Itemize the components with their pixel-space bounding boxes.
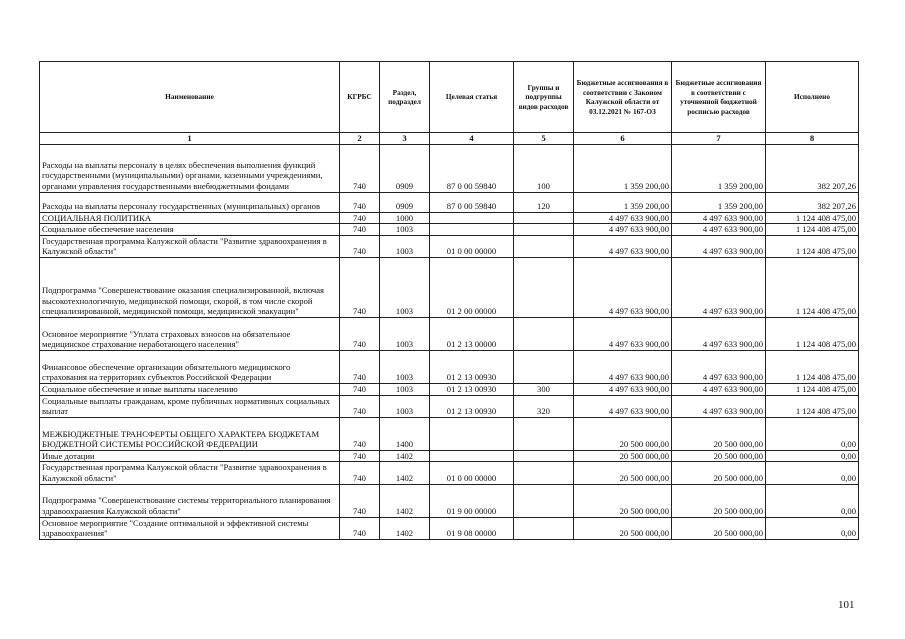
table-row [40, 235, 859, 257]
table-cell: 1003 [380, 350, 430, 383]
table-row [40, 317, 859, 350]
table-header [40, 62, 859, 145]
table-body [40, 144, 859, 539]
table-cell: 4 497 633 900,00 [574, 350, 672, 383]
table-cell: 382 207,26 [766, 144, 859, 192]
column-number-row [40, 133, 859, 145]
table-cell: 0,00 [766, 462, 859, 484]
column-header-1: Наименование [40, 62, 340, 133]
table-cell: 0,00 [766, 450, 859, 462]
table-cell: 1 124 408 475,00 [766, 350, 859, 383]
table-cell: 01 9 00 00000 [430, 484, 514, 517]
column-header-2: КГРБС [340, 62, 380, 133]
column-number-3: 3 [380, 133, 430, 145]
table-cell: 20 500 000,00 [672, 462, 766, 484]
table-cell: 1 124 408 475,00 [766, 395, 859, 417]
table-cell: 1402 [380, 517, 430, 539]
table-row [40, 383, 859, 395]
table-cell: 1 124 408 475,00 [766, 224, 859, 236]
column-number-4: 4 [430, 133, 514, 145]
table-cell: 01 2 00 00000 [430, 257, 514, 317]
table-cell [514, 317, 574, 350]
table-cell: 1 359 200,00 [672, 192, 766, 212]
table-row [40, 224, 859, 236]
row-name-cell: Основное мероприятие "Уплата страховых взносов на обязательное медицинское страхование неработающего населения" [40, 317, 340, 350]
table-cell: 740 [340, 192, 380, 212]
column-header-7: Бюджетные ассигнования в соответствии с уточненной бюджетной росписью расходов [672, 62, 766, 133]
table-cell: 1 359 200,00 [672, 144, 766, 192]
table-cell [514, 517, 574, 539]
column-number-6: 6 [574, 133, 672, 145]
table-cell [430, 224, 514, 236]
page-number: 101 [838, 599, 855, 611]
table-cell: 1 124 408 475,00 [766, 235, 859, 257]
table-cell: 740 [340, 450, 380, 462]
table-cell: 20 500 000,00 [672, 450, 766, 462]
table-row [40, 417, 859, 450]
table-cell: 1 124 408 475,00 [766, 317, 859, 350]
table-cell: 740 [340, 144, 380, 192]
table-cell [514, 224, 574, 236]
table-cell: 20 500 000,00 [672, 517, 766, 539]
table-cell: 0909 [380, 144, 430, 192]
table-row [40, 484, 859, 517]
table-cell: 1003 [380, 317, 430, 350]
table-cell: 1003 [380, 224, 430, 236]
table-cell: 87 0 00 59840 [430, 144, 514, 192]
column-header-5: Группы и подгруппы видов расходов [514, 62, 574, 133]
table-cell: 20 500 000,00 [574, 450, 672, 462]
table-cell: 740 [340, 317, 380, 350]
table-cell: 01 0 00 00000 [430, 462, 514, 484]
table-cell: 740 [340, 224, 380, 236]
table-cell: 4 497 633 900,00 [574, 383, 672, 395]
row-name-cell: СОЦИАЛЬНАЯ ПОЛИТИКА [40, 212, 340, 224]
table-cell: 4 497 633 900,00 [672, 317, 766, 350]
table-cell: 0,00 [766, 517, 859, 539]
table-cell: 1402 [380, 484, 430, 517]
table-cell: 100 [514, 144, 574, 192]
table-row [40, 192, 859, 212]
table-cell: 382 207,26 [766, 192, 859, 212]
table-row [40, 462, 859, 484]
table-row [40, 450, 859, 462]
row-name-cell: Расходы на выплаты персоналу государственных (муниципальных) органов [40, 192, 340, 212]
table-cell: 740 [340, 517, 380, 539]
table-cell: 1 124 408 475,00 [766, 212, 859, 224]
table-cell: 740 [340, 257, 380, 317]
table-cell: 1003 [380, 383, 430, 395]
table-cell: 1 359 200,00 [574, 144, 672, 192]
table-cell: 740 [340, 462, 380, 484]
table-cell: 87 0 00 59840 [430, 192, 514, 212]
table-cell: 1000 [380, 212, 430, 224]
table-row [40, 350, 859, 383]
table-cell: 0909 [380, 192, 430, 212]
table-cell: 740 [340, 383, 380, 395]
table-cell: 740 [340, 395, 380, 417]
table-row [40, 517, 859, 539]
table-cell: 4 497 633 900,00 [672, 212, 766, 224]
table-cell: 01 2 13 00930 [430, 350, 514, 383]
column-header-4: Целевая статья [430, 62, 514, 133]
table-cell: 320 [514, 395, 574, 417]
table-cell: 120 [514, 192, 574, 212]
table-cell [430, 212, 514, 224]
table-cell [514, 350, 574, 383]
table-cell: 740 [340, 417, 380, 450]
table-cell: 4 497 633 900,00 [574, 317, 672, 350]
row-name-cell: Государственная программа Калужской области "Развитие здравоохранения в Калужской области" [40, 462, 340, 484]
table-cell: 4 497 633 900,00 [574, 212, 672, 224]
column-header-8: Исполнено [766, 62, 859, 133]
table-cell: 4 497 633 900,00 [672, 257, 766, 317]
column-header-6: Бюджетные ассигнования в соответствии с Законом Калужской области от 03.12.2021 № 167-ОЗ [574, 62, 672, 133]
row-name-cell: Подпрограмма "Совершенствование системы территориального планирования здравоохранения Калужской области" [40, 484, 340, 517]
column-number-7: 7 [672, 133, 766, 145]
column-number-5: 5 [514, 133, 574, 145]
row-name-cell: Финансовое обеспечение организации обязательного медицинского страхования на территориях субъектов Российской Федерации [40, 350, 340, 383]
budget-sheet [39, 61, 858, 540]
table-cell: 1003 [380, 395, 430, 417]
table-cell: 4 497 633 900,00 [574, 257, 672, 317]
row-name-cell: МЕЖБЮДЖЕТНЫЕ ТРАНСФЕРТЫ ОБЩЕГО ХАРАКТЕРА БЮДЖЕТАМ БЮДЖЕТНОЙ СИСТЕМЫ РОССИЙСКОЙ ФЕДЕРАЦИИ [40, 417, 340, 450]
row-name-cell: Государственная программа Калужской области "Развитие здравоохранения в Калужской области" [40, 235, 340, 257]
row-name-cell: Социальное обеспечение и иные выплаты населению [40, 383, 340, 395]
table-cell: 20 500 000,00 [672, 484, 766, 517]
row-name-cell: Социальные выплаты гражданам, кроме публичных нормативных социальных выплат [40, 395, 340, 417]
table-cell [514, 257, 574, 317]
column-number-1: 1 [40, 133, 340, 145]
table-cell: 20 500 000,00 [574, 484, 672, 517]
row-name-cell: Социальное обеспечение населения [40, 224, 340, 236]
table-cell: 1 359 200,00 [574, 192, 672, 212]
table-cell: 4 497 633 900,00 [574, 235, 672, 257]
column-header-3: Раздел, подраздел [380, 62, 430, 133]
table-cell: 20 500 000,00 [574, 417, 672, 450]
table-row [40, 395, 859, 417]
table-cell: 4 497 633 900,00 [574, 224, 672, 236]
table-cell [514, 235, 574, 257]
table-row [40, 212, 859, 224]
table-cell: 1003 [380, 235, 430, 257]
table-cell: 4 497 633 900,00 [672, 224, 766, 236]
table-row [40, 144, 859, 192]
table-cell: 01 2 13 00930 [430, 395, 514, 417]
table-cell: 20 500 000,00 [672, 417, 766, 450]
header-row [40, 62, 859, 133]
table-cell: 0,00 [766, 484, 859, 517]
column-number-2: 2 [340, 133, 380, 145]
table-cell [514, 212, 574, 224]
table-cell [430, 417, 514, 450]
row-name-cell: Основное мероприятие "Создание оптимальной и эффективной системы здравоохранения" [40, 517, 340, 539]
table-cell: 1003 [380, 257, 430, 317]
budget-table [39, 61, 859, 540]
table-cell: 300 [514, 383, 574, 395]
table-cell: 4 497 633 900,00 [574, 395, 672, 417]
table-cell: 740 [340, 484, 380, 517]
table-cell [514, 450, 574, 462]
row-name-cell: Подпрограмма "Совершенствование оказания специализированной, включая высокотехнологичную, медицинской помощи, скорой, в том числе скорой специализированной, медицинской помощи, медицинской эвакуации" [40, 257, 340, 317]
table-cell: 1400 [380, 417, 430, 450]
table-cell [514, 484, 574, 517]
table-cell: 01 9 08 00000 [430, 517, 514, 539]
table-cell: 740 [340, 235, 380, 257]
table-cell: 01 2 13 00000 [430, 317, 514, 350]
row-name-cell: Расходы на выплаты персоналу в целях обеспечения выполнения функций государственными (муниципальными) органами, казенными учреждениями, органами управления государственными внебюджетными фондами [40, 144, 340, 192]
table-cell: 4 497 633 900,00 [672, 235, 766, 257]
table-cell: 4 497 633 900,00 [672, 383, 766, 395]
table-cell: 1 124 408 475,00 [766, 383, 859, 395]
table-cell: 1402 [380, 462, 430, 484]
table-cell: 4 497 633 900,00 [672, 350, 766, 383]
table-cell [514, 462, 574, 484]
table-cell: 740 [340, 212, 380, 224]
table-cell [514, 417, 574, 450]
table-cell: 1402 [380, 450, 430, 462]
table-cell: 20 500 000,00 [574, 462, 672, 484]
table-cell: 01 2 13 00930 [430, 383, 514, 395]
table-cell: 1 124 408 475,00 [766, 257, 859, 317]
table-cell: 01 0 00 00000 [430, 235, 514, 257]
column-number-8: 8 [766, 133, 859, 145]
table-cell: 0,00 [766, 417, 859, 450]
table-cell [430, 450, 514, 462]
table-cell: 20 500 000,00 [574, 517, 672, 539]
table-cell: 740 [340, 350, 380, 383]
table-cell: 4 497 633 900,00 [672, 395, 766, 417]
table-row [40, 257, 859, 317]
row-name-cell: Иные дотации [40, 450, 340, 462]
